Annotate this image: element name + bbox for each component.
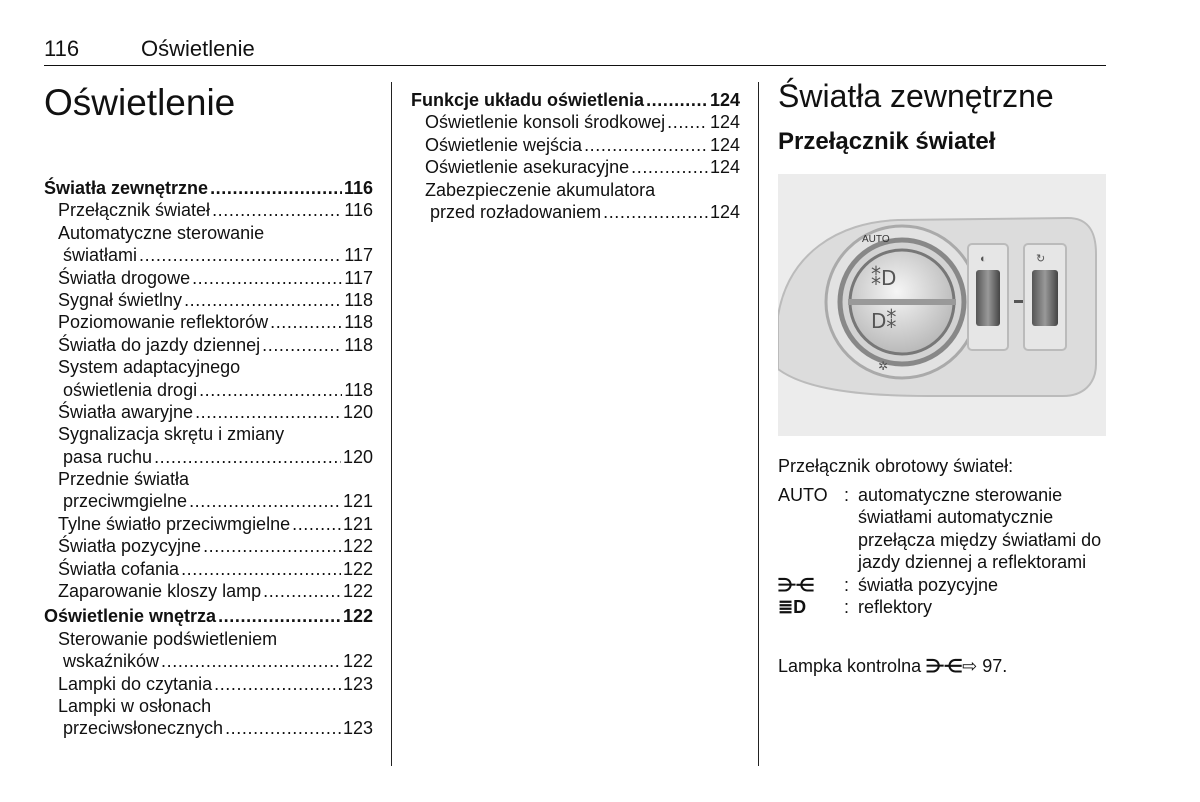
lamp-text: Lampka kontrolna bbox=[778, 656, 922, 676]
toc-entry-label: pasa ruchu bbox=[63, 446, 153, 467]
toc-leader-dots bbox=[139, 245, 342, 266]
toc-entry bbox=[44, 245, 373, 267]
toc-entry bbox=[44, 312, 373, 334]
toc-leader-dots bbox=[292, 514, 341, 535]
toc-leader-dots bbox=[218, 606, 341, 627]
column-divider-2 bbox=[758, 82, 759, 766]
page-number: 116 bbox=[44, 36, 80, 61]
toc-entry-page: 116 bbox=[343, 178, 373, 198]
toc-entry-page: 116 bbox=[344, 200, 373, 221]
toc-entry-page: 118 bbox=[344, 379, 373, 400]
toc-leader-dots bbox=[225, 718, 341, 739]
toc-entry bbox=[44, 491, 373, 513]
toc-entry-page: 122 bbox=[342, 536, 373, 557]
toc-entry bbox=[411, 157, 740, 179]
toc-leader-dots bbox=[584, 135, 708, 156]
toc-entry-label: oświetlenia drogi bbox=[63, 379, 198, 400]
toc-entry-page: 124 bbox=[709, 157, 740, 178]
toc-section-entry bbox=[44, 178, 373, 200]
lamp-page-ref: 97. bbox=[982, 656, 1008, 676]
definition-value: reflektory bbox=[858, 597, 933, 618]
definition-key: AUTO bbox=[778, 485, 828, 505]
toc-entry-page: 123 bbox=[342, 673, 373, 694]
toc-entry-label: Przełącznik świateł bbox=[58, 200, 211, 221]
toc-entry bbox=[44, 200, 373, 222]
toc-leader-dots bbox=[154, 447, 341, 468]
toc-entry-page: 123 bbox=[342, 718, 373, 739]
toc-entry-label: Światła awaryjne bbox=[58, 401, 194, 422]
toc-entry-label: przeciwmgielne bbox=[63, 491, 188, 512]
toc-leader-dots bbox=[184, 290, 342, 311]
page-title: Oświetlenie bbox=[44, 82, 236, 123]
toc-entry-page: 124 bbox=[709, 112, 740, 133]
header-rule bbox=[44, 65, 1106, 66]
toc-leader-dots bbox=[203, 536, 341, 557]
definition-item bbox=[778, 574, 1108, 596]
toc-entry-label: Sygnalizacja skrętu i zmiany bbox=[58, 424, 285, 445]
toc-entry bbox=[44, 223, 373, 245]
toc-entry-label: Poziomowanie reflektorów bbox=[58, 312, 269, 333]
definition-item bbox=[778, 596, 1108, 618]
column-divider-1 bbox=[391, 82, 392, 766]
svg-text:↻: ↻ bbox=[1036, 253, 1046, 265]
toc-leader-dots bbox=[199, 380, 342, 401]
definition-value: automatyczne sterowanie światłami automatycznie przełącza między światłami do jazdy dziennej a reflektorami bbox=[858, 485, 1102, 573]
toc-entry-page: 120 bbox=[342, 446, 373, 467]
toc-entry bbox=[44, 357, 373, 379]
light-switch-illustration bbox=[778, 174, 1106, 436]
definition-colon: : bbox=[844, 574, 850, 595]
toc-entry-page: 124 bbox=[709, 201, 740, 222]
toc-leader-dots bbox=[161, 651, 341, 672]
toc-section-entry bbox=[411, 90, 740, 112]
toc-entry-page: 117 bbox=[344, 245, 373, 266]
toc-entry bbox=[411, 112, 740, 134]
toc-entry bbox=[44, 402, 373, 424]
toc-entry bbox=[411, 135, 740, 157]
toc-entry-label: System adaptacyjnego bbox=[58, 357, 241, 378]
toc-leader-dots bbox=[181, 559, 341, 580]
toc-entry-label: przed rozładowaniem bbox=[430, 201, 602, 222]
toc-middle bbox=[411, 90, 740, 224]
toc-entry bbox=[44, 536, 373, 558]
definition-value: światła pozycyjne bbox=[858, 574, 999, 595]
parking-lights-icon: ⋺⋲ bbox=[778, 574, 814, 595]
toc-leader-dots bbox=[603, 202, 708, 223]
definition-item bbox=[778, 484, 1108, 574]
toc-entry-page: 118 bbox=[344, 312, 373, 333]
toc-entry-page: 122 bbox=[342, 581, 373, 602]
toc-entry-label: Tylne światło przeciwmgielne bbox=[58, 513, 291, 534]
toc-leader-dots bbox=[212, 200, 342, 221]
toc-entry-page: 120 bbox=[342, 401, 373, 422]
toc-entry-label: Oświetlenie konsoli środkowej bbox=[425, 112, 666, 133]
toc-entry-label: światłami bbox=[63, 245, 138, 266]
toc-entry bbox=[44, 718, 373, 740]
toc-leader-dots bbox=[214, 674, 341, 695]
toc-leader-dots bbox=[192, 268, 342, 289]
toc-entry-page: 124 bbox=[709, 90, 740, 110]
toc-entry-page: 122 bbox=[342, 606, 373, 627]
right-column bbox=[778, 78, 1108, 180]
toc-entry bbox=[44, 268, 373, 290]
toc-leader-dots bbox=[262, 335, 342, 356]
toc-entry-label: Funkcje układu oświetlenia bbox=[411, 90, 645, 110]
toc-entry-label: Przednie światła bbox=[58, 469, 190, 490]
toc-left bbox=[44, 178, 373, 741]
toc-entry-label: wskaźników bbox=[63, 651, 160, 672]
subsection-heading: Przełącznik świateł bbox=[778, 128, 996, 155]
toc-entry-label: Sterowanie podświetleniem bbox=[58, 628, 278, 649]
toc-entry-label: Światła zewnętrzne bbox=[44, 178, 209, 198]
toc-leader-dots bbox=[210, 178, 342, 199]
toc-entry-label: Lampki do czytania bbox=[58, 673, 213, 694]
toc-entry-page: 122 bbox=[342, 558, 373, 579]
toc-entry-label: Oświetlenie asekuracyjne bbox=[425, 157, 630, 178]
toc-entry-page: 121 bbox=[342, 513, 373, 534]
svg-text:D⁑: D⁑ bbox=[871, 309, 897, 333]
toc-entry-page: 117 bbox=[344, 267, 373, 288]
toc-entry bbox=[44, 696, 373, 718]
figure-caption: Przełącznik obrotowy świateł: bbox=[778, 456, 1014, 476]
toc-entry-page: 118 bbox=[344, 289, 373, 310]
toc-entry bbox=[44, 424, 373, 446]
toc-entry bbox=[44, 629, 373, 651]
definition-colon: : bbox=[844, 485, 850, 505]
toc-leader-dots bbox=[667, 112, 708, 133]
toc-entry-label: przeciwsłonecznych bbox=[63, 718, 224, 739]
section-heading: Światła zewnętrzne bbox=[778, 78, 1054, 114]
toc-entry-label: Światła pozycyjne bbox=[58, 536, 202, 557]
headlight-icon: ≣D bbox=[778, 597, 807, 618]
toc-entry bbox=[44, 335, 373, 357]
toc-entry-page: 118 bbox=[344, 334, 373, 355]
reference-arrow-icon: ⇨ bbox=[962, 656, 978, 676]
toc-entry-label: Światła drogowe bbox=[58, 267, 191, 288]
toc-entry bbox=[44, 514, 373, 536]
toc-entry bbox=[44, 447, 373, 469]
toc-entry-label: Zaparowanie kloszy lamp bbox=[58, 581, 262, 602]
toc-entry-page: 121 bbox=[342, 491, 373, 512]
toc-entry bbox=[411, 202, 740, 224]
toc-entry-label: Światła cofania bbox=[58, 558, 180, 579]
toc-leader-dots bbox=[270, 312, 342, 333]
toc-entry bbox=[44, 290, 373, 312]
svg-text:✲: ✲ bbox=[878, 359, 889, 373]
toc-entry-page: 124 bbox=[709, 134, 740, 155]
auto-label: AUTO bbox=[862, 234, 890, 245]
toc-entry bbox=[44, 469, 373, 491]
toc-entry-label: Światła do jazdy dziennej bbox=[58, 334, 261, 355]
toc-section-entry bbox=[44, 606, 373, 628]
toc-leader-dots bbox=[189, 491, 341, 512]
toc-entry bbox=[44, 651, 373, 673]
toc-entry-label: Oświetlenie wejścia bbox=[425, 134, 583, 155]
definition-colon: : bbox=[844, 597, 850, 618]
toc-entry-label: Sygnał świetlny bbox=[58, 289, 183, 310]
toc-entry-page: 122 bbox=[342, 651, 373, 672]
toc-entry-label: Automatyczne sterowanie bbox=[58, 222, 265, 243]
toc-leader-dots bbox=[646, 90, 708, 111]
toc-entry-label: Zabezpieczenie akumulatora bbox=[425, 179, 656, 200]
page-header bbox=[44, 36, 255, 62]
svg-text:⁑D: ⁑D bbox=[871, 266, 897, 290]
toc-entry-label: Lampki w osłonach bbox=[58, 695, 212, 716]
parking-lights-icon: ⋺⋲ bbox=[926, 656, 963, 676]
toc-entry bbox=[44, 380, 373, 402]
toc-entry-label: Oświetlenie wnętrza bbox=[44, 606, 217, 627]
toc-entry bbox=[44, 581, 373, 603]
indicator-lamp-note bbox=[778, 656, 1007, 677]
toc-entry bbox=[44, 674, 373, 696]
toc-entry bbox=[44, 559, 373, 581]
toc-leader-dots bbox=[195, 402, 341, 423]
toc-leader-dots bbox=[631, 157, 708, 178]
definition-list bbox=[778, 484, 1108, 618]
header-section: Oświetlenie bbox=[141, 36, 255, 61]
toc-entry bbox=[411, 180, 740, 202]
svg-text:◐: ◐ bbox=[980, 253, 987, 265]
toc-leader-dots bbox=[263, 581, 341, 602]
